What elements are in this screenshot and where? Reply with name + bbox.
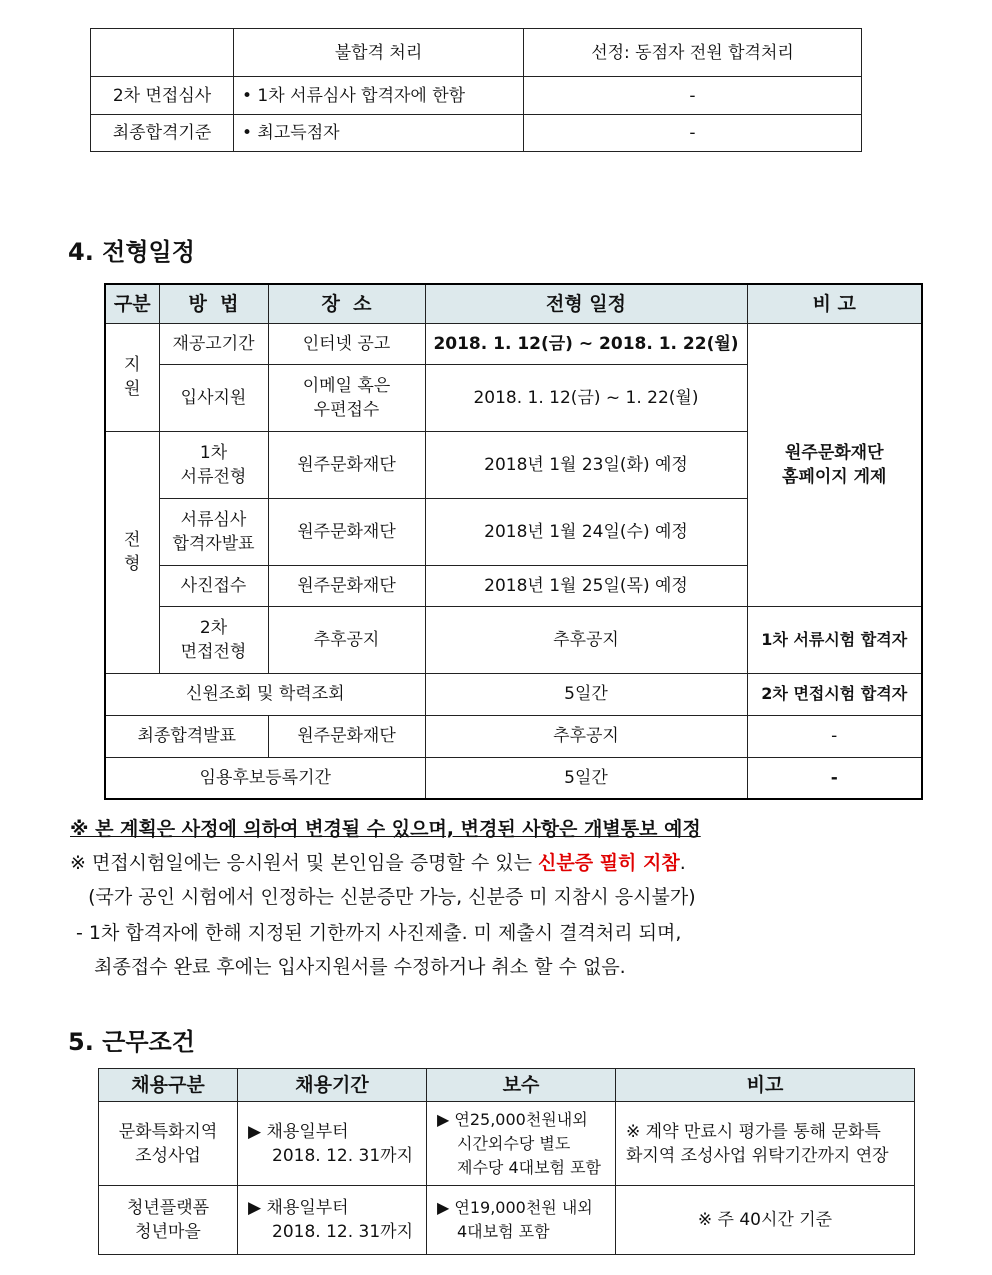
header-schedule: 전형 일정 — [425, 284, 747, 323]
schedule-table — [104, 283, 923, 800]
header-type: 채용구분 — [99, 1069, 238, 1102]
cell-line: 2018. 12. 31까지 — [272, 1222, 413, 1242]
cell-line: 면접전형 — [180, 641, 247, 662]
section-5-title: 5. 근무조건 — [68, 1028, 195, 1056]
cell: 원주문화재단 — [268, 431, 425, 498]
cell-line: ※ 계약 만료시 평가를 통해 문화특 — [626, 1121, 881, 1142]
group-apply: 지 원 — [105, 323, 159, 431]
note-3: (국가 공인 시험에서 인정하는 신분증만 가능, 신분증 미 지참시 응시불가) — [70, 886, 696, 908]
cell: 추후공지 — [425, 715, 747, 757]
cell: - — [747, 757, 922, 799]
header-category: 구분 — [105, 284, 159, 323]
cell: 추후공지 — [425, 606, 747, 673]
cell: 최종합격발표 — [105, 715, 268, 757]
cell-line: 서류심사 — [180, 509, 247, 530]
cell: 2018. 1. 12(금) ~ 2018. 1. 22(월) — [425, 323, 747, 364]
header-period: 채용기간 — [238, 1069, 427, 1102]
header-method: 방 법 — [159, 284, 268, 323]
cell: 입사지원 — [159, 364, 268, 431]
conditions-table — [98, 1068, 915, 1255]
merged-note — [747, 323, 922, 606]
cell: 불합격 처리 — [234, 29, 524, 77]
note-2-suffix: . — [679, 852, 686, 874]
cell-line: 2018. 12. 31까지 — [272, 1145, 413, 1166]
note-2-prefix: ※ 면접시험일에는 응시원서 및 본인임을 증명할 수 있는 — [70, 852, 539, 874]
cell — [616, 1102, 915, 1186]
header-pay: 보수 — [427, 1069, 616, 1102]
cell: 2차 면접심사 — [91, 77, 234, 115]
header-place: 장 소 — [268, 284, 425, 323]
cell-line: 1차 — [199, 442, 228, 463]
cell — [427, 1186, 616, 1255]
cell-line: 이메일 혹은 — [302, 375, 391, 396]
cell: 5일간 — [425, 757, 747, 799]
cell-line: ▶ 채용일부터 — [248, 1121, 349, 1142]
cell-line: 합격자발표 — [172, 533, 255, 554]
cell-line: 문화특화지역 — [118, 1121, 218, 1142]
cell: - — [524, 77, 862, 115]
note-5: 최종접수 완료 후에는 입사지원서를 수정하거나 취소 할 수 없음. — [70, 956, 626, 978]
cell: • 최고득점자 — [234, 115, 524, 152]
cell — [159, 606, 268, 673]
group-screen: 전 형 — [105, 431, 159, 673]
cell — [238, 1102, 427, 1186]
cell-line: 서류전형 — [180, 466, 247, 487]
cell: 원주문화재단 — [268, 565, 425, 606]
merged-note-line: 원주문화재단 — [784, 442, 884, 463]
section-4-title: 4. 전형일정 — [68, 238, 195, 266]
cell-line: ▶ 연19,000천원 내외 — [437, 1198, 593, 1217]
note-1 — [70, 812, 701, 846]
cell-line: 4대보험 포함 — [457, 1222, 550, 1241]
cell-line: ▶ 연25,000천원내외 — [437, 1109, 588, 1129]
cell: 2차 면접시험 합격자 — [747, 673, 922, 715]
cell: 1차 서류시험 합격자 — [747, 606, 922, 673]
cell — [91, 29, 234, 77]
note-1-text: ※ 본 계획은 사정에 의하여 변경될 수 있으며, 변경된 사항은 개별통보 예정 — [70, 818, 701, 840]
cell: 추후공지 — [268, 606, 425, 673]
cell: 인터넷 공고 — [268, 323, 425, 364]
cell: 5일간 — [425, 673, 747, 715]
cell: 원주문화재단 — [268, 498, 425, 565]
cell: 사진접수 — [159, 565, 268, 606]
cell — [427, 1102, 616, 1186]
cell: 최종합격기준 — [91, 115, 234, 152]
cell-line: 조성사업 — [135, 1145, 201, 1166]
header-note: 비 고 — [747, 284, 922, 323]
cell: 임용후보등록기간 — [105, 757, 425, 799]
note-2 — [70, 846, 686, 880]
cell — [99, 1102, 238, 1186]
cell: 2018년 1월 24일(수) 예정 — [425, 498, 747, 565]
cell — [159, 498, 268, 565]
cell-line: 시간외수당 별도 — [457, 1133, 571, 1153]
cell — [238, 1186, 427, 1255]
cell-line: 청년마을 — [135, 1222, 201, 1242]
cell-line: 제수당 4대보험 포함 — [457, 1157, 601, 1177]
cell: 선정: 동점자 전원 합격처리 — [524, 29, 862, 77]
cell: 재공고기간 — [159, 323, 268, 364]
cell: - — [524, 115, 862, 152]
cell-line: ▶ 채용일부터 — [248, 1198, 349, 1218]
cell: 2018. 1. 12(금) ~ 1. 22(월) — [425, 364, 747, 431]
cell-line: 우편접수 — [313, 399, 380, 420]
cell: 2018년 1월 25일(목) 예정 — [425, 565, 747, 606]
cell-line: 화지역 조성사업 위탁기간까지 연장 — [626, 1145, 889, 1166]
cell: - — [747, 715, 922, 757]
cell-line: 2차 — [199, 617, 228, 638]
cell: ※ 주 40시간 기준 — [616, 1186, 915, 1255]
criteria-table — [90, 28, 862, 152]
cell — [268, 364, 425, 431]
merged-note-line: 홈페이지 게제 — [782, 466, 887, 487]
cell: • 1차 서류심사 합격자에 한함 — [234, 77, 524, 115]
cell: 2018년 1월 23일(화) 예정 — [425, 431, 747, 498]
cell: 원주문화재단 — [268, 715, 425, 757]
cell-line: 청년플랫폼 — [126, 1198, 210, 1218]
note-4: - 1차 합격자에 한해 지정된 기한까지 사진제출. 미 제출시 결격처리 되며, — [70, 922, 682, 944]
header-remarks: 비고 — [616, 1069, 915, 1102]
cell — [159, 431, 268, 498]
cell: 신원조회 및 학력조회 — [105, 673, 425, 715]
note-2-highlight: 신분증 필히 지참 — [538, 852, 680, 874]
cell — [99, 1186, 238, 1255]
